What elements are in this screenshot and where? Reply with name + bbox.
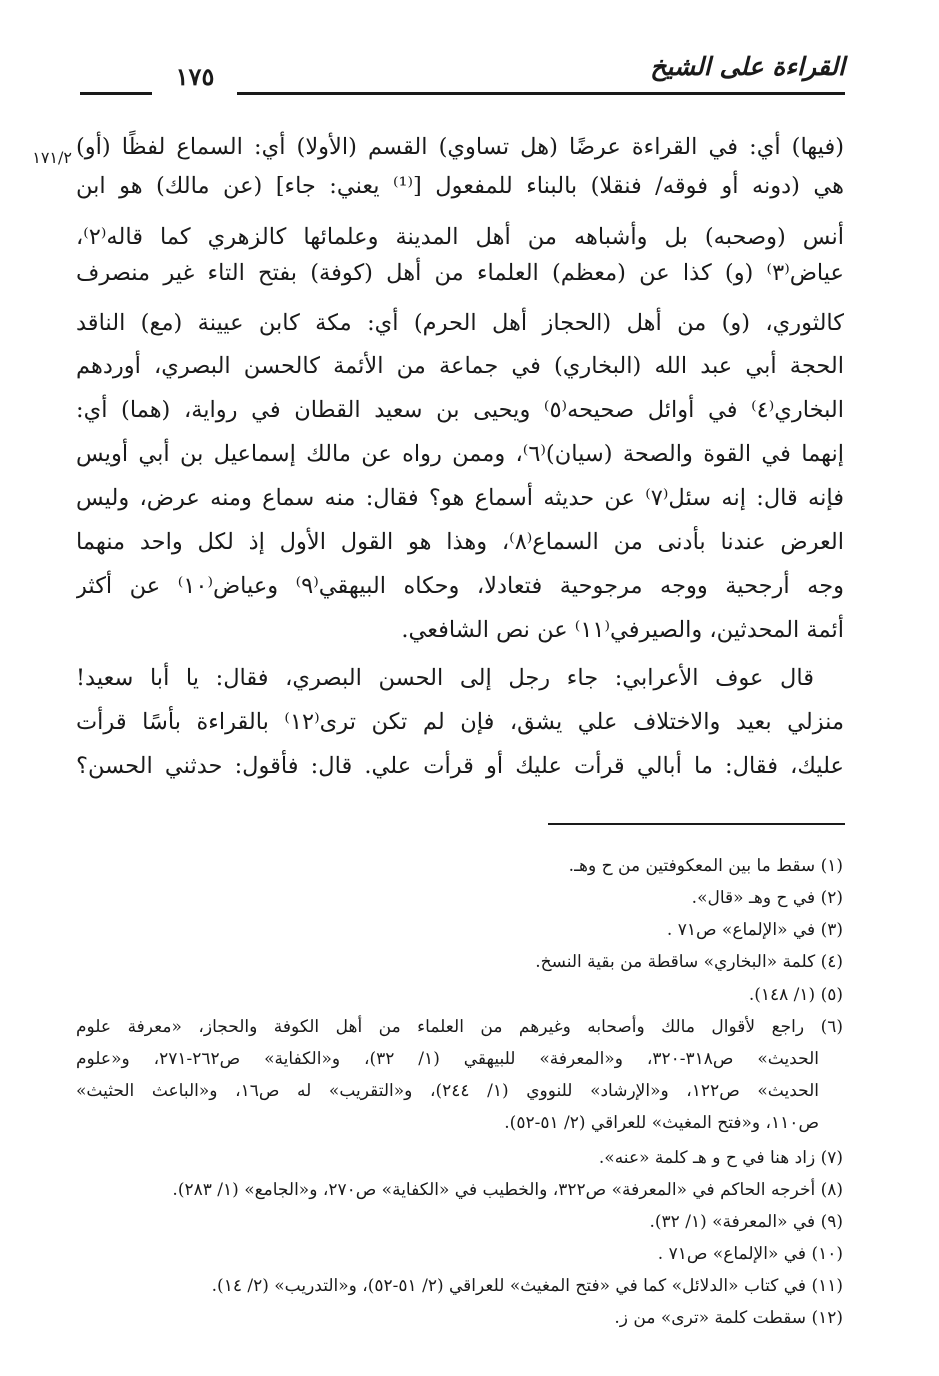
- footnote-line: الحديث» ص١٢٢، و«الإرشاد» للنووي (١/ ٢٤٤)، و«التقريب» له ص١٦، و«الباعث الحثيث»: [76, 1081, 819, 1101]
- body-line: هي (دونه أو فوقه/ فنقلا) بالبناء للمفعول [⁽¹⁾ يعني: جاء] (عن مالك) هو ابن: [76, 173, 844, 199]
- body-line: أنس (وصحبه) بل وأشباهه من أهل المدينة وعلمائها كالزهري كما قاله⁽٢⁾،: [76, 224, 844, 250]
- body-line: منزلي بعيد والاختلاف علي يشق، فإن لم تكن ترى⁽١٢⁾ بالقراءة بأسًا قرأت: [76, 709, 844, 735]
- footnote-separator: [548, 823, 845, 825]
- body-line: فإنه قال: إنه سئل⁽٧⁾ عن حديثه أسماع هو؟ فقال: منه سماع ومنه عرض، وليس: [76, 485, 844, 511]
- footnote-line: (٤) كلمة «البخاري» ساقطة من بقية النسخ.: [535, 952, 843, 972]
- body-line: العرض عندنا بأدنى من السماع⁽٨⁾، وهذا هو القول الأول إذ لكل واحد منهما: [76, 529, 844, 555]
- body-line: وجه أرجحية ووجه مرجوحية فتعادلا، وحكاه البيهقي⁽٩⁾ وعياض⁽١٠⁾ عن أكثر: [76, 573, 844, 599]
- body-line: البخاري⁽٤⁾ في أوائل صحيحه⁽٥⁾ ويحيى بن سعيد القطان في رواية، (هما) أي:: [76, 397, 844, 423]
- body-line: (فيها) أي: في القراءة عرضًا (هل تساوي) القسم (الأولا) أي: السماع لفظًا (أو): [76, 134, 844, 160]
- footnote-line: (٥) (١/ ١٤٨).: [748, 985, 843, 1005]
- body-line: قال عوف الأعرابي: جاء رجل إلى الحسن البصري، فقال: يا أبا سعيد!: [76, 665, 814, 691]
- running-header-title: القراءة على الشيخ: [650, 52, 845, 81]
- body-line: إنهما في القوة والصحة (سيان)⁽٦⁾، وممن رواه عن مالك إسماعيل بن أبي أويس: [76, 441, 844, 467]
- footnote-line: (٨) أخرجه الحاكم في «المعرفة» ص٣٢٢، والخطيب في «الكفاية» ص٢٧٠، و«الجامع» (١/ ٢٨٣).: [172, 1180, 843, 1200]
- footnote-line: الحديث» ص٣١٨-٣٢٠، و«المعرفة» للبيهقي (١/ ٣٢)، و«الكفاية» ص٢٦٢-٢٧١، و«علوم: [76, 1049, 819, 1069]
- footnote-line: (٧) زاد هنا في ح و هـ كلمة «عنه».: [598, 1148, 843, 1168]
- footnote-line: (٩) في «المعرفة» (١/ ٣٢).: [649, 1212, 843, 1232]
- footnote-line: ص١١٠، و«فتح المغيث» للعراقي (٢/ ٥١-٥٢).: [504, 1113, 819, 1133]
- body-line: أئمة المحدثين، والصيرفي⁽١١⁾ عن نص الشافعي.: [401, 617, 844, 643]
- footnote-line: (١٢) سقطت كلمة «ترى» من ز.: [614, 1308, 843, 1328]
- body-line: الحجة أبي عبد الله (البخاري) في جماعة من الأئمة كالحسن البصري، أوردهم: [76, 353, 844, 379]
- footnote-line: (٣) في «الإلماع» ص٧١ .: [666, 920, 843, 940]
- footnote-line: (٦) راجع لأقوال مالك وأصحابه وغيرهم من العلماء من أهل الكوفة والحجاز، «معرفة علوم: [76, 1017, 843, 1037]
- footnote-line: (١) سقط ما بين المعكوفتين من ح وهـ.: [568, 856, 843, 876]
- page-number: ١٧٥: [175, 62, 215, 91]
- footnote-line: (١٠) في «الإلماع» ص٧١ .: [657, 1244, 843, 1264]
- margin-reference: ١٧١/٢: [32, 148, 72, 167]
- body-line: عياض⁽٣⁾ (و) كذا عن (معظم) العلماء من أهل (كوفة) بفتح التاء غير منصرف: [76, 260, 844, 286]
- footnote-line: (٢) في ح وهـ «قال».: [691, 888, 843, 908]
- header-rule-left: [80, 92, 152, 95]
- footnote-line: (١١) في كتاب «الدلائل» كما في «فتح المغيث» للعراقي (٢/ ٥١-٥٢)، و«التدريب» (٢/ ١٤).: [211, 1276, 843, 1296]
- body-line: عليك، فقال: ما أبالي قرأت عليك أو قرأت علي. قال: فأقول: حدثني الحسن؟: [76, 753, 844, 779]
- header-rule-right: [237, 92, 845, 95]
- body-line: كالثوري، (و) من أهل (الحجاز أهل الحرم) أي: مكة كابن عيينة (مع) الناقد: [76, 310, 844, 336]
